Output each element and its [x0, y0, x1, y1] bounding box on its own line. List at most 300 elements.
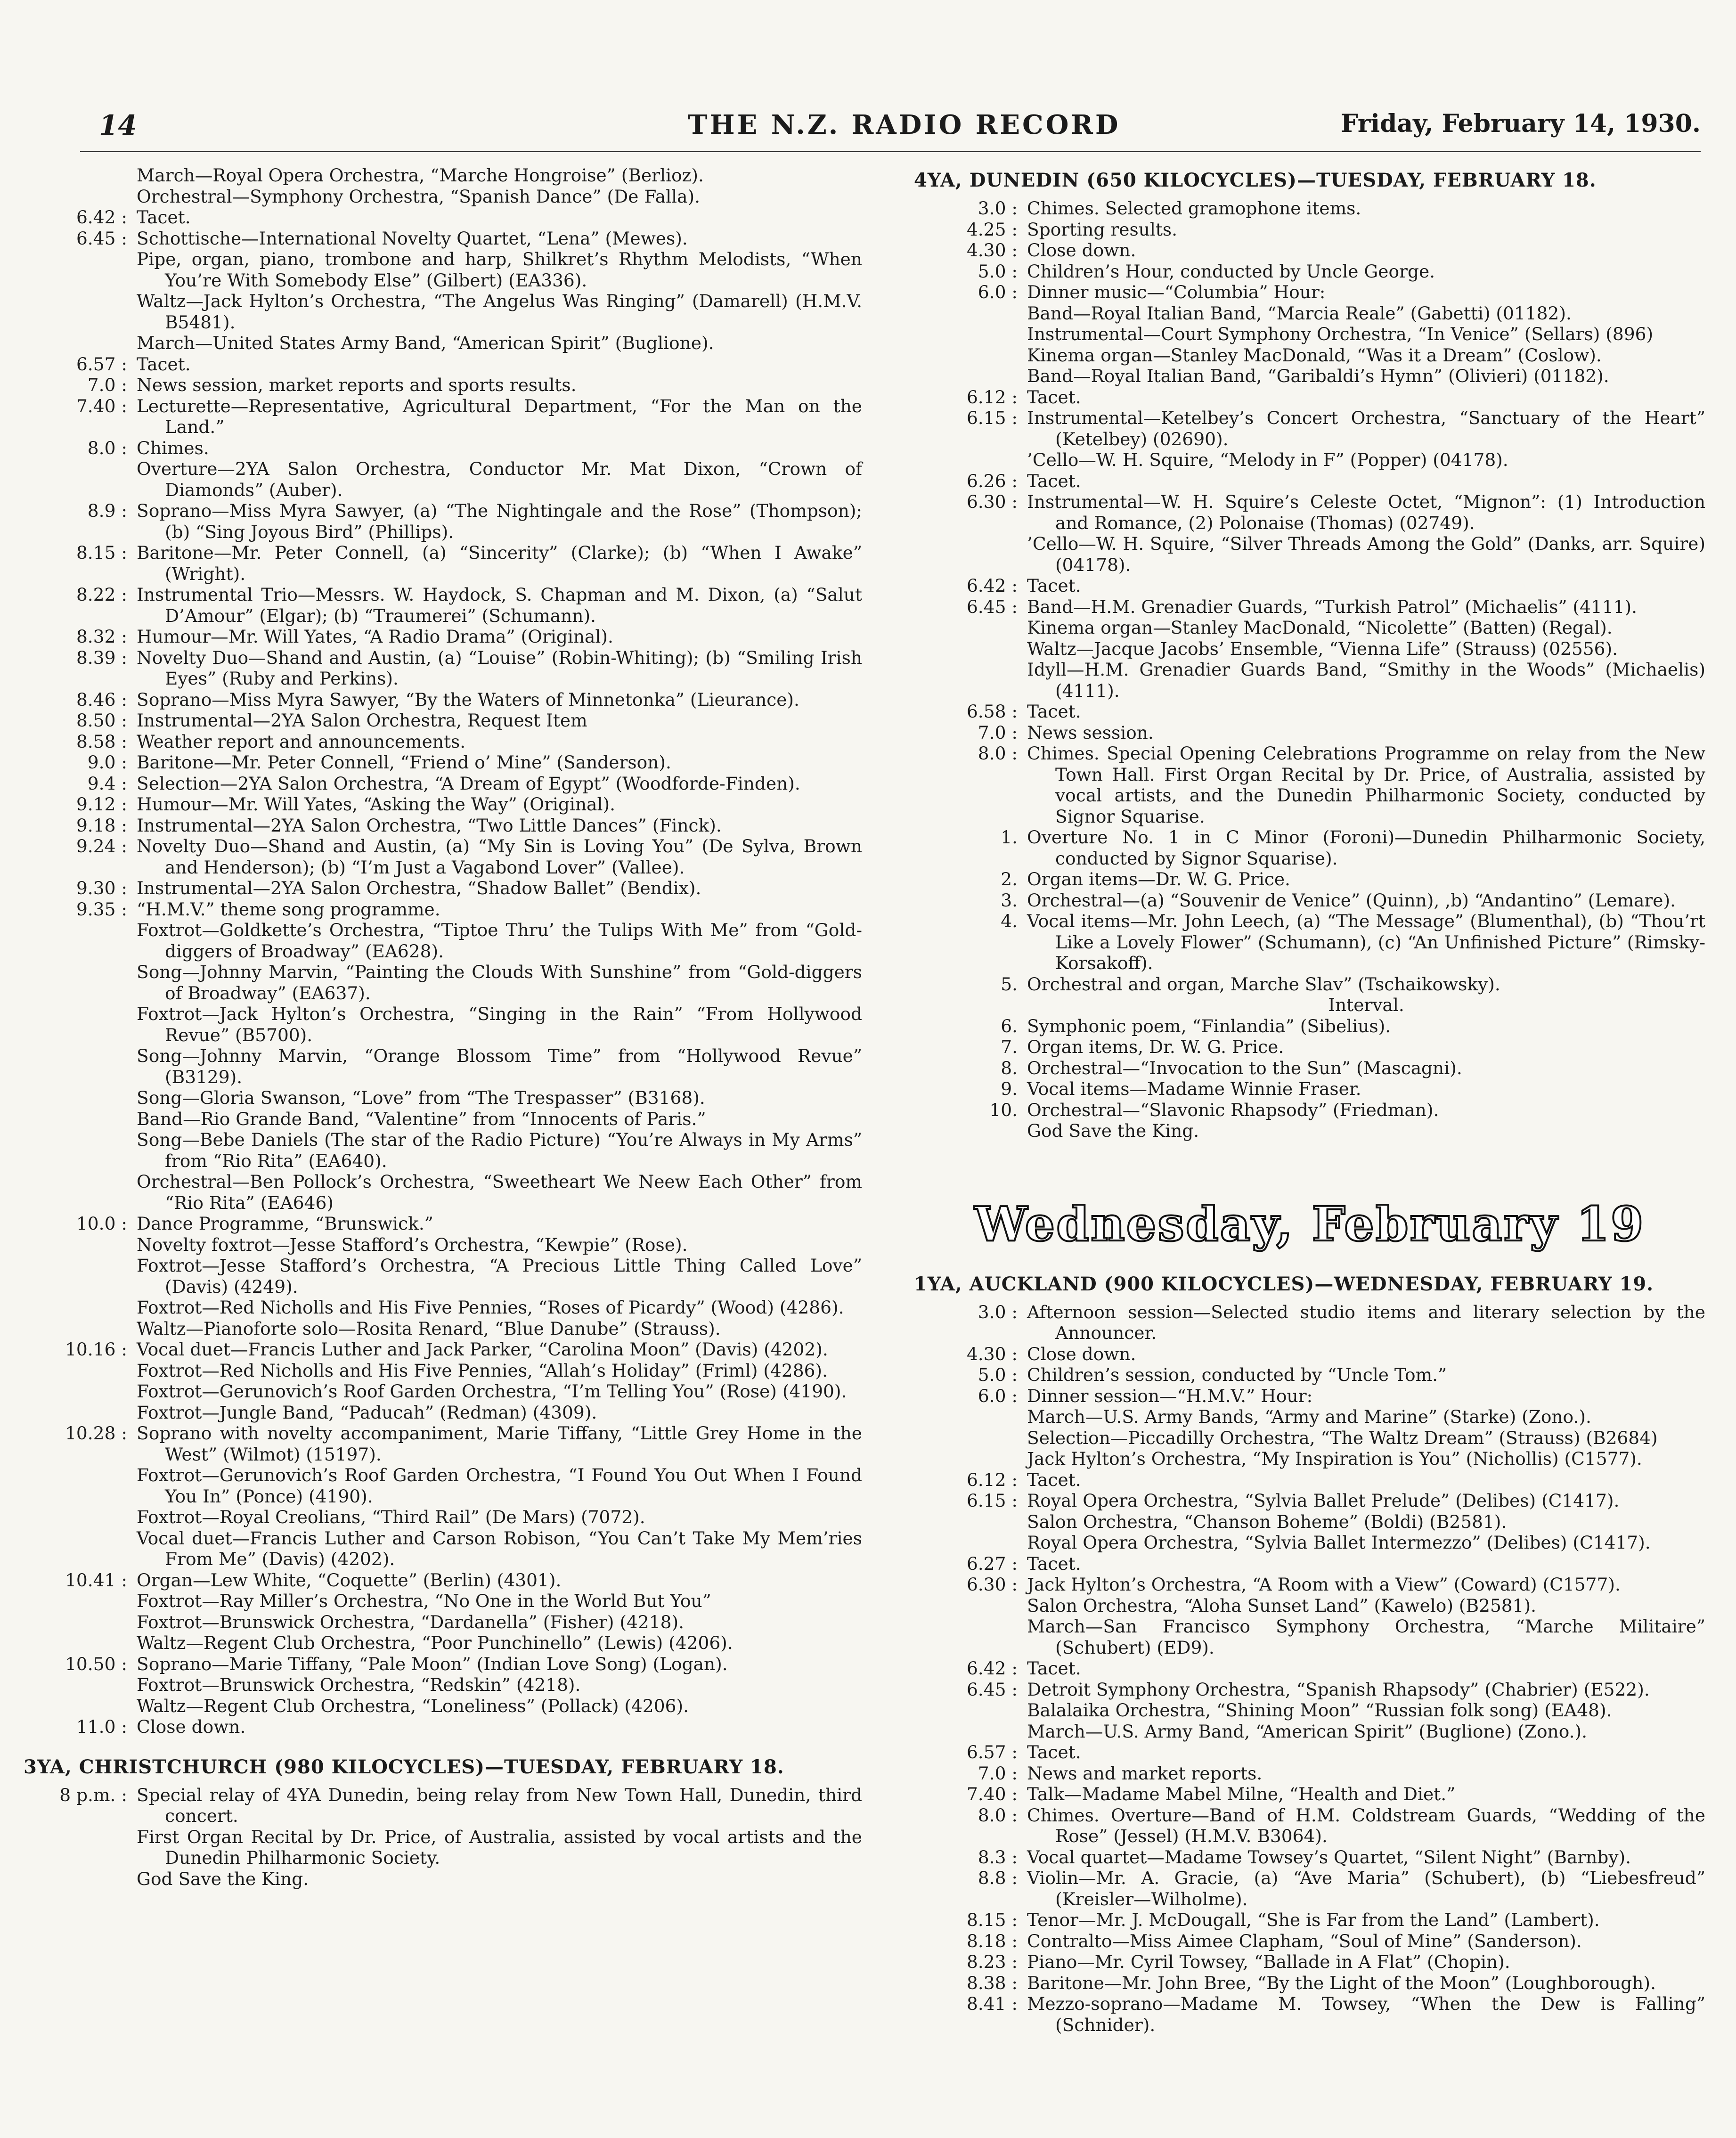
programme-text: Foxtrot—Red Nicholls and His Five Pennies, “Roses of Picardy” (Wood) (4286).	[137, 1297, 844, 1318]
programme-text: Waltz—Jacque Jacobs’ Ensemble, “Vienna Life” (Strauss) (02556).	[1027, 638, 1618, 659]
programme-time: 8.50 :	[76, 710, 127, 731]
programme-time: 8.8 :	[978, 1868, 1018, 1888]
programme-item	[914, 575, 1705, 596]
programme-item	[24, 396, 862, 438]
programme-time	[24, 291, 137, 333]
programme-time: 4.30 :	[966, 240, 1018, 261]
programme-text: Soprano with novelty accompaniment, Marie Tiffany, “Little Grey Home in the West” (Wilmot) (15197).	[137, 1423, 862, 1465]
programme-item	[914, 387, 1705, 408]
programme-time: 6.42 :	[76, 207, 127, 228]
programme-time: 3.0 :	[978, 1301, 1018, 1322]
right-column	[914, 165, 1705, 2035]
programme-time: 9.4 :	[87, 773, 127, 794]
programme-text: Baritone—Mr. John Bree, “By the Light of the Moon” (Loughborough).	[1027, 1972, 1656, 1993]
programme-item	[914, 1302, 1705, 1344]
auckland-programme-list	[914, 1302, 1705, 2036]
programme-time	[24, 1869, 137, 1890]
programme-time	[24, 1674, 137, 1696]
programme-item	[914, 1910, 1705, 1931]
programme-text: Instrumental—2YA Salon Orchestra, “Two Little Dances” (Finck).	[137, 815, 722, 836]
programme-text: Jack Hylton’s Orchestra, “My Inspiration is You” (Nichollis) (C1577).	[1027, 1448, 1642, 1469]
programme-time: 8.	[1001, 1057, 1018, 1078]
programme-time: 10.16 :	[65, 1339, 127, 1360]
programme-text: Humour—Mr. Will Yates, “A Radio Drama” (Original).	[137, 626, 613, 647]
section-heading-dunedin: 4YA, DUNEDIN (650 KILOCYCLES)—TUESDAY, FEBRUARY 18.	[914, 169, 1597, 191]
programme-item	[24, 836, 862, 878]
programme-time: 6.0 :	[978, 282, 1018, 302]
programme-text: Chimes. Selected gramophone items.	[1027, 198, 1361, 219]
programme-time: 8.18 :	[966, 1930, 1018, 1951]
programme-time	[24, 1591, 137, 1612]
programme-text: Piano—Mr. Cyril Towsey, “Ballade in A Flat” (Chopin).	[1027, 1951, 1510, 1972]
header-rule	[80, 151, 1701, 152]
programme-text: Talk—Madame Mabel Milne, “Health and Diet.”	[1027, 1784, 1456, 1804]
programme-text: Song—Bebe Daniels (The star of the Radio Picture) “You’re Always in My Arms” from “Rio Rita” (EA640).	[137, 1129, 862, 1171]
programme-time: 6.42 :	[966, 575, 1018, 596]
programme-text: Foxtrot—Ray Miller’s Orchestra, “No One in the World But You”	[137, 1591, 711, 1611]
section-heading-christchurch: 3YA, CHRISTCHURCH (980 KILOCYCLES)—TUESDAY, FEBRUARY 18.	[24, 1755, 784, 1778]
programme-item	[914, 1036, 1705, 1058]
programme-text: God Save the King.	[1027, 1120, 1199, 1141]
programme-text: Royal Opera Orchestra, “Sylvia Ballet Intermezzo” (Delibes) (C1417).	[1027, 1532, 1651, 1553]
programme-time	[24, 1318, 137, 1339]
programme-time: 11.0 :	[76, 1716, 127, 1737]
programme-item	[24, 710, 862, 731]
programme-time: 7.40 :	[76, 395, 127, 416]
programme-item	[914, 1016, 1705, 1037]
programme-item	[914, 1553, 1705, 1575]
programme-time	[914, 345, 1027, 366]
programme-item	[24, 1171, 862, 1213]
programme-time	[24, 1632, 137, 1654]
programme-time: 7.40 :	[966, 1784, 1018, 1804]
programme-text: Soprano—Miss Myra Sawyer, “By the Waters of Minnetonka” (Lieurance).	[137, 689, 799, 710]
programme-item	[24, 626, 862, 647]
programme-text: Tacet.	[1027, 470, 1081, 491]
programme-text: Instrumental—2YA Salon Orchestra, “Shadow Ballet” (Bendix).	[137, 878, 701, 898]
programme-time	[24, 1004, 137, 1045]
programme-item	[914, 1595, 1705, 1616]
programme-text: Salon Orchestra, “Chanson Boheme” (Boldi) (B2581).	[1027, 1511, 1507, 1532]
issue-date: Friday, February 14, 1930.	[1340, 109, 1701, 138]
programme-item	[24, 1402, 862, 1423]
programme-time: 6.15 :	[966, 1490, 1018, 1511]
programme-text: “H.M.V.” theme song programme.	[137, 898, 440, 920]
programme-time	[914, 303, 1027, 324]
programme-text: Instrumental—Court Symphony Orchestra, “In Venice” (Sellars) (896)	[1027, 324, 1654, 344]
programme-time: 8.15 :	[76, 542, 127, 563]
programme-text: Instrumental—W. H. Squire’s Celeste Octet, “Mignon”: (1) Introduction and Romance, (2) Polonaise (Thomas) (02749).	[1027, 491, 1705, 533]
programme-item	[914, 1805, 1705, 1847]
programme-item	[914, 324, 1705, 345]
programme-text: Foxtrot—Brunswick Orchestra, “Redskin” (4218).	[137, 1674, 581, 1695]
programme-text: Foxtrot—Brunswick Orchestra, “Dardanella” (Fisher) (4218).	[137, 1611, 685, 1632]
programme-item	[24, 689, 862, 710]
programme-item	[914, 1658, 1705, 1679]
programme-text: Overture—2YA Salon Orchestra, Conductor Mr. Mat Dixon, “Crown of Diamonds” (Auber).	[137, 458, 862, 500]
programme-time	[914, 1428, 1027, 1449]
programme-time	[24, 1360, 137, 1381]
programme-item	[24, 1612, 862, 1633]
programme-time: 8.23 :	[966, 1951, 1018, 1972]
programme-item	[914, 449, 1705, 471]
programme-text: Novelty Duo—Shand and Austin, (a) “Louise” (Robin-Whiting); (b) “Smiling Irish Eyes” (Ruby and Perkins).	[137, 647, 862, 689]
programme-item	[914, 890, 1705, 911]
programme-text: Vocal duet—Francis Luther and Carson Robison, “You Can’t Take My Mem’ries From Me” (Davis) (4202).	[137, 1527, 862, 1569]
programme-item	[24, 1570, 862, 1591]
programme-text: Kinema organ—Stanley MacDonald, “Nicolette” (Batten) (Regal).	[1027, 617, 1613, 638]
programme-time: 6.12 :	[966, 386, 1018, 408]
programme-time	[24, 1045, 137, 1087]
programme-text: Overture No. 1 in C Minor (Foroni)—Dunedin Philharmonic Society, conducted by Signor Squarise).	[1027, 827, 1705, 869]
programme-item	[24, 1869, 862, 1890]
programme-time: 8.58 :	[76, 731, 127, 752]
programme-text: Foxtrot—Jack Hylton’s Orchestra, “Singing in the Rain” “From Hollywood Revue” (B5700).	[137, 1004, 862, 1045]
programme-text: Tacet.	[1027, 1658, 1081, 1679]
programme-item	[914, 219, 1705, 240]
programme-time: 9.12 :	[76, 794, 127, 815]
programme-text: Vocal quartet—Madame Towsey’s Quartet, “Silent Night” (Barnby).	[1027, 1846, 1631, 1868]
programme-time: 8.0 :	[978, 743, 1018, 764]
programme-time: 6.57 :	[966, 1742, 1018, 1763]
programme-item	[24, 1654, 862, 1675]
programme-time	[24, 1612, 137, 1633]
programme-item	[914, 617, 1705, 638]
programme-time: 8.3 :	[978, 1846, 1018, 1868]
programme-text: March—U.S. Army Band, “American Spirit” (Buglione) (Zono.).	[1027, 1721, 1588, 1742]
programme-time	[914, 324, 1027, 345]
programme-time	[914, 1595, 1027, 1616]
programme-time: 6.0 :	[978, 1385, 1018, 1406]
programme-item	[914, 1120, 1705, 1142]
left-column	[24, 165, 862, 1889]
programme-item	[24, 1381, 862, 1402]
programme-text: Organ—Lew White, “Coquette” (Berlin) (4301).	[137, 1569, 562, 1591]
programme-item	[914, 1448, 1705, 1469]
programme-item	[914, 491, 1705, 533]
programme-time: 8.39 :	[76, 647, 127, 668]
programme-text: Humour—Mr. Will Yates, “Asking the Way” (Original).	[137, 794, 615, 815]
programme-text: Band—H.M. Grenadier Guards, “Turkish Patrol” (Michaelis” (4111).	[1027, 596, 1638, 617]
programme-text: March—United States Army Band, “American Spirit” (Buglione).	[137, 333, 714, 353]
programme-item	[914, 1763, 1705, 1784]
programme-text: Tacet.	[1027, 1553, 1081, 1574]
programme-time	[24, 1507, 137, 1528]
programme-time: 4.	[1001, 911, 1018, 931]
programme-time	[914, 995, 1027, 1016]
programme-time: 6.58 :	[966, 701, 1018, 722]
programme-item	[914, 722, 1705, 743]
programme-item	[914, 869, 1705, 890]
programme-text: Tacet.	[137, 207, 191, 228]
programme-text: Tacet.	[1027, 1469, 1081, 1490]
programme-text: Baritone—Mr. Peter Connell, “Friend o’ Mine” (Sanderson).	[137, 752, 671, 773]
programme-text: Organ items, Dr. W. G. Price.	[1027, 1036, 1284, 1057]
programme-item	[914, 1700, 1705, 1721]
programme-item	[24, 1213, 862, 1234]
programme-time: 9.0 :	[87, 752, 127, 773]
programme-item	[914, 995, 1705, 1016]
programme-time	[914, 638, 1027, 660]
programme-time: 6.27 :	[966, 1553, 1018, 1574]
programme-text: Foxtrot—Gerunovich’s Roof Garden Orchestra, “I Found You Out When I Found You In” (Ponce) (4190).	[137, 1465, 862, 1507]
programme-time: 7.0 :	[978, 722, 1018, 743]
programme-item	[914, 1511, 1705, 1533]
programme-item	[24, 773, 862, 794]
programme-item	[24, 1674, 862, 1696]
programme-item	[24, 186, 862, 207]
programme-text: Interval.	[1328, 995, 1404, 1015]
programme-time	[914, 1406, 1027, 1428]
programme-text: Band—Rio Grande Band, “Valentine” from “Innocents of Paris.”	[137, 1108, 706, 1129]
spacer	[24, 1738, 862, 1752]
programme-item	[24, 1339, 862, 1360]
programme-text: Foxtrot—Goldkette’s Orchestra, “Tiptoe Thru’ the Tulips With Me” from “Gold-diggers of Broadway” (EA628).	[137, 920, 862, 962]
programme-item	[24, 228, 862, 249]
programme-time: 8.32 :	[76, 626, 127, 647]
programme-time: 6.15 :	[966, 408, 1018, 428]
programme-item	[914, 1574, 1705, 1595]
programme-time	[24, 920, 137, 962]
programme-time	[24, 1827, 137, 1869]
programme-time: 5.0 :	[978, 261, 1018, 282]
programme-time	[914, 1448, 1027, 1469]
programme-time: 8.46 :	[76, 689, 127, 710]
programme-item	[24, 1004, 862, 1045]
dunedin-programme-list	[914, 198, 1705, 1142]
programme-item	[914, 1490, 1705, 1511]
programme-item	[914, 1951, 1705, 1973]
programme-item	[914, 827, 1705, 869]
programme-text: Chimes.	[137, 437, 209, 458]
programme-item	[914, 1931, 1705, 1952]
programme-text: Instrumental Trio—Messrs. W. Haydock, S. Chapman and M. Dixon, (a) “Salut D’Amour” (Elgar); (b) “Traumerei” (Schumann).	[137, 584, 862, 626]
programme-text: Novelty Duo—Shand and Austin, (a) “My Sin is Loving You” (De Sylva, Brown and Henderson); (b) “I’m Just a Vagabond Lover” (Vallee).	[137, 836, 862, 878]
programme-text: Pipe, organ, piano, trombone and harp, Shilkret’s Rhythm Melodists, “When You’re With Somebody Else” (Gilbert) (EA336).	[137, 249, 862, 291]
programme-text: Children’s session, conducted by “Uncle Tom.”	[1027, 1364, 1447, 1385]
programme-item	[24, 438, 862, 459]
programme-item	[24, 1465, 862, 1507]
programme-text: Tacet.	[1027, 1742, 1081, 1763]
programme-time: 10.0 :	[76, 1213, 127, 1234]
page-number: 14	[99, 109, 137, 141]
programme-item	[914, 1469, 1705, 1491]
programme-time: 6.12 :	[966, 1469, 1018, 1490]
programme-time	[914, 1616, 1027, 1658]
programme-time: 5.	[1001, 973, 1018, 995]
programme-text: Mezzo-soprano—Madame M. Towsey, “When the Dew is Falling” (Schnider).	[1027, 1993, 1705, 2035]
programme-time	[24, 1171, 137, 1213]
programme-time	[914, 533, 1027, 575]
programme-time	[24, 1234, 137, 1256]
programme-text: Selection—2YA Salon Orchestra, “A Dream of Egypt” (Woodforde-Finden).	[137, 773, 800, 794]
programme-item	[914, 659, 1705, 701]
programme-time: 3.0 :	[978, 198, 1018, 219]
programme-time	[24, 1465, 137, 1507]
programme-time: 8.9 :	[87, 500, 127, 521]
programme-item	[914, 1868, 1705, 1910]
programme-time: 9.35 :	[76, 898, 127, 920]
programme-item	[914, 366, 1705, 387]
programme-time	[24, 1129, 137, 1171]
programme-time	[914, 1721, 1027, 1742]
programme-text: Orchestral—Ben Pollock’s Orchestra, “Sweetheart We Neew Each Other” from “Rio Rita” (EA646)	[137, 1171, 862, 1213]
programme-text: Vocal duet—Francis Luther and Jack Parker, “Carolina Moon” (Davis) (4202).	[137, 1339, 828, 1360]
programme-time: 10.28 :	[65, 1423, 127, 1444]
programme-text: Instrumental—2YA Salon Orchestra, Request Item	[137, 710, 587, 731]
programme-time	[914, 1532, 1027, 1553]
programme-time: 6.57 :	[76, 353, 127, 375]
programme-time	[24, 458, 137, 500]
programme-text: Foxtrot—Red Nicholls and His Five Pennies, “Allah’s Holiday” (Friml) (4286).	[137, 1360, 828, 1381]
programme-item	[24, 647, 862, 689]
programme-time	[24, 249, 137, 291]
programme-text: Dinner session—“H.M.V.” Hour:	[1027, 1385, 1313, 1406]
programme-time: 6.45 :	[76, 228, 127, 249]
programme-text: Tacet.	[1027, 575, 1081, 596]
programme-text: Orchestral—“Slavonic Rhapsody” (Friedman).	[1027, 1099, 1439, 1120]
programme-item	[24, 1785, 862, 1827]
programme-text: News and market reports.	[1027, 1763, 1263, 1784]
programme-time	[24, 1087, 137, 1109]
programme-text: ’Cello—W. H. Squire, “Melody in F” (Popper) (04178).	[1027, 449, 1508, 470]
programme-text: Foxtrot—Jesse Stafford’s Orchestra, “A Precious Little Thing Called Love” (Davis) (4249).	[137, 1255, 862, 1297]
programme-item	[914, 974, 1705, 995]
programme-item	[24, 962, 862, 1004]
programme-item	[914, 303, 1705, 324]
programme-item	[914, 1616, 1705, 1658]
programme-time: 2.	[1001, 869, 1018, 889]
programme-text: Tacet.	[1027, 386, 1081, 408]
programme-item	[914, 345, 1705, 366]
programme-time: 3.	[1001, 889, 1018, 911]
programme-item	[24, 920, 862, 962]
programme-text: Kinema organ—Stanley MacDonald, “Was it a Dream” (Coslow).	[1027, 344, 1602, 366]
programme-text: Orchestral and organ, Marche Slav” (Tschaikowsky).	[1027, 973, 1500, 995]
programme-time: 6.30 :	[966, 491, 1018, 512]
programme-item	[24, 1297, 862, 1318]
programme-item	[24, 1528, 862, 1570]
programme-time: 6.45 :	[966, 596, 1018, 617]
programme-item	[24, 1255, 862, 1297]
programme-item	[914, 408, 1705, 449]
programme-item	[24, 899, 862, 920]
page-header	[80, 109, 1701, 156]
programme-time: 4.25 :	[966, 219, 1018, 240]
programme-text: Chimes. Overture—Band of H.M. Coldstream Guards, “Wedding of the Rose” (Jessel) (H.M.V. B3064).	[1027, 1804, 1705, 1846]
programme-item	[24, 500, 862, 542]
programme-item	[914, 596, 1705, 618]
programme-text: Close down.	[1027, 1343, 1136, 1364]
programme-item	[914, 261, 1705, 282]
programme-text: Orchestral—Symphony Orchestra, “Spanish Dance” (De Falla).	[137, 186, 701, 207]
programme-text: Novelty foxtrot—Jesse Stafford’s Orchestra, “Kewpie” (Rose).	[137, 1234, 688, 1255]
programme-time	[24, 1297, 137, 1318]
programme-time	[24, 1696, 137, 1717]
programme-text: Waltz—Jack Hylton’s Orchestra, “The Angelus Was Ringing” (Damarell) (H.M.V. B5481).	[137, 291, 862, 333]
programme-time: 10.	[989, 1099, 1018, 1120]
programme-time	[914, 617, 1027, 638]
programme-time: 9.24 :	[76, 836, 127, 857]
programme-text: Royal Opera Orchestra, “Sylvia Ballet Prelude” (Delibes) (C1417).	[1027, 1490, 1620, 1511]
programme-item	[914, 1344, 1705, 1365]
programme-text: Soprano—Miss Myra Sawyer, (a) “The Nightingale and the Rose” (Thompson); (b) “Sing Joyous Bird” (Phillips).	[137, 500, 862, 542]
programme-time: 8.22 :	[76, 584, 127, 605]
programme-text: Orchestral—“Invocation to the Sun” (Mascagni).	[1027, 1057, 1462, 1078]
wellington-programme-list	[24, 165, 862, 1738]
programme-time: 9.	[1001, 1078, 1018, 1099]
programme-item	[24, 354, 862, 375]
programme-item	[24, 249, 862, 291]
publication-title: THE N.Z. RADIO RECORD	[688, 109, 1121, 140]
programme-text: Dance Programme, “Brunswick.”	[137, 1213, 433, 1234]
christchurch-programme-list	[24, 1785, 862, 1890]
programme-time: 10.41 :	[65, 1569, 127, 1591]
programme-item	[24, 752, 862, 773]
programme-item	[914, 638, 1705, 660]
programme-text: Waltz—Regent Club Orchestra, “Loneliness” (Pollack) (4206).	[137, 1695, 689, 1716]
programme-text: Special relay of 4YA Dunedin, being relay from New Town Hall, Dunedin, third concert.	[137, 1784, 862, 1826]
programme-item	[24, 1423, 862, 1465]
programme-text: Waltz—Pianoforte solo—Rosita Renard, “Blue Danube” (Strauss).	[137, 1318, 721, 1339]
programme-time	[914, 449, 1027, 471]
programme-item	[914, 1386, 1705, 1407]
programme-text: Schottische—International Novelty Quartet, “Lena” (Mewes).	[137, 228, 688, 249]
programme-time: 8.38 :	[966, 1972, 1018, 1993]
programme-item	[24, 731, 862, 752]
programme-time: 7.0 :	[978, 1763, 1018, 1784]
programme-item	[24, 1045, 862, 1087]
programme-item	[24, 1109, 862, 1130]
programme-item	[24, 165, 862, 186]
programme-time	[24, 1255, 137, 1297]
programme-item	[24, 878, 862, 899]
programme-item	[914, 1406, 1705, 1428]
programme-text: Band—Royal Italian Band, “Garibaldi’s Hymn” (Olivieri) (01182).	[1027, 366, 1609, 386]
programme-item	[914, 1742, 1705, 1763]
programme-text: Symphonic poem, “Finlandia” (Sibelius).	[1027, 1015, 1391, 1036]
programme-time	[24, 1528, 137, 1570]
programme-text: Tenor—Mr. J. McDougall, “She is Far from the Land” (Lambert).	[1027, 1910, 1600, 1930]
programme-text: God Save the King.	[137, 1868, 309, 1889]
programme-text: Detroit Symphony Orchestra, “Spanish Rhapsody” (Chabrier) (E522).	[1027, 1679, 1650, 1700]
programme-item	[24, 458, 862, 500]
spacer	[914, 1142, 1705, 1170]
programme-time	[24, 333, 137, 354]
programme-time	[914, 366, 1027, 387]
programme-text: Soprano—Marie Tiffany, “Pale Moon” (Indian Love Song) (Logan).	[137, 1653, 728, 1674]
programme-text: Salon Orchestra, “Aloha Sunset Land” (Kawelo) (B2581).	[1027, 1595, 1537, 1616]
programme-item	[24, 794, 862, 815]
programme-item	[24, 815, 862, 836]
programme-item	[24, 1591, 862, 1612]
programme-text: Foxtrot—Jungle Band, “Paducah” (Redman) (4309).	[137, 1402, 597, 1423]
programme-time: 8 p.m. :	[59, 1784, 127, 1805]
programme-item	[914, 1679, 1705, 1700]
programme-time	[24, 186, 137, 207]
programme-text: March—San Francisco Symphony Orchestra, “Marche Militaire” (Schubert) (ED9).	[1027, 1616, 1705, 1658]
programme-item	[24, 542, 862, 584]
programme-text: Dinner music—“Columbia” Hour:	[1027, 282, 1326, 302]
programme-item	[914, 1847, 1705, 1868]
programme-text: Vocal items—Madame Winnie Fraser.	[1027, 1078, 1361, 1099]
programme-text: First Organ Recital by Dr. Price, of Australia, assisted by vocal artists and the Dunedin Philharmonic Society.	[137, 1826, 862, 1868]
programme-item	[914, 1784, 1705, 1805]
programme-time: 4.30 :	[966, 1343, 1018, 1364]
programme-item	[24, 333, 862, 354]
programme-item	[914, 1973, 1705, 1994]
programme-item	[24, 291, 862, 333]
